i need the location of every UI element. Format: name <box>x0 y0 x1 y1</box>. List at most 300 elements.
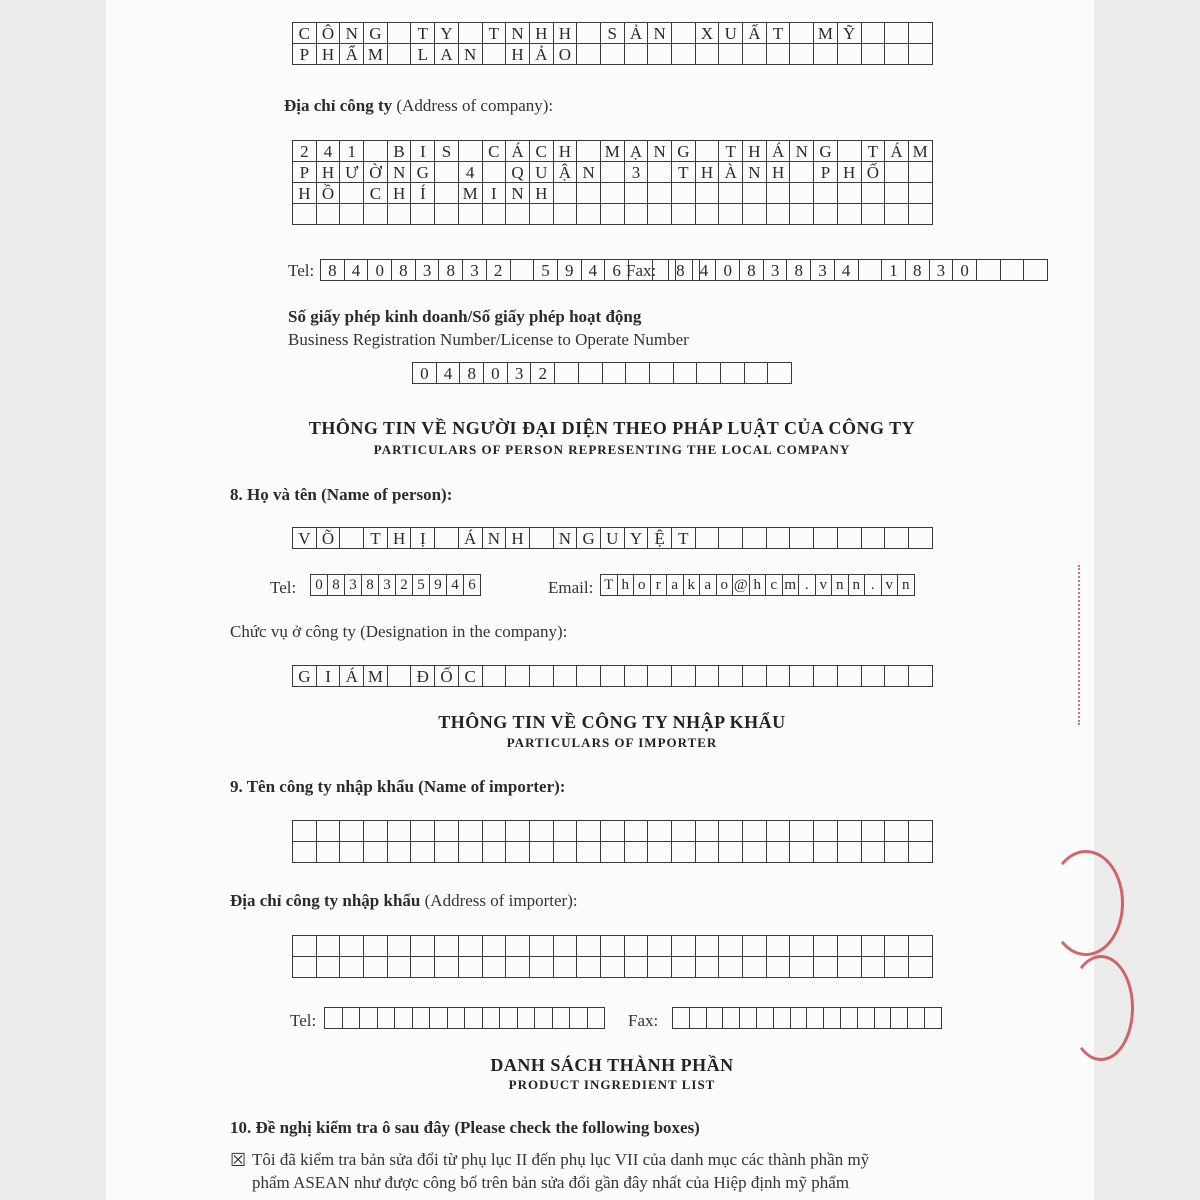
char-box[interactable]: G <box>293 666 317 687</box>
char-box[interactable] <box>317 842 341 863</box>
char-box[interactable]: Ấ <box>743 23 767 44</box>
char-box[interactable]: 4 <box>459 162 483 183</box>
char-box[interactable] <box>603 363 627 384</box>
char-box[interactable] <box>506 821 530 842</box>
char-box[interactable]: T <box>601 575 618 596</box>
char-box[interactable] <box>554 957 578 978</box>
char-box[interactable]: Ố <box>435 666 459 687</box>
char-box[interactable] <box>838 183 862 204</box>
char-box[interactable] <box>570 1008 588 1029</box>
char-box[interactable] <box>554 842 578 863</box>
char-box[interactable] <box>435 528 459 549</box>
char-box[interactable] <box>483 957 507 978</box>
char-box[interactable]: h <box>750 575 767 596</box>
char-box[interactable] <box>790 957 814 978</box>
char-box[interactable] <box>388 936 412 957</box>
char-box[interactable] <box>790 528 814 549</box>
char-box[interactable] <box>530 957 554 978</box>
char-box[interactable] <box>824 1008 841 1029</box>
char-box[interactable] <box>743 957 767 978</box>
char-box[interactable]: Á <box>459 528 483 549</box>
char-box[interactable] <box>511 260 535 281</box>
char-box[interactable] <box>862 23 886 44</box>
char-box[interactable] <box>767 44 791 65</box>
char-box[interactable] <box>483 1008 501 1029</box>
char-box[interactable] <box>743 183 767 204</box>
char-box[interactable] <box>317 936 341 957</box>
char-box[interactable]: G <box>364 23 388 44</box>
char-box[interactable] <box>672 204 696 225</box>
char-box[interactable] <box>340 528 364 549</box>
char-box[interactable]: 3 <box>811 260 835 281</box>
char-box[interactable] <box>743 44 767 65</box>
char-box[interactable]: 3 <box>508 363 532 384</box>
char-box[interactable]: M <box>909 141 933 162</box>
char-box[interactable] <box>862 44 886 65</box>
char-box[interactable]: 8 <box>439 260 463 281</box>
char-box[interactable]: C <box>364 183 388 204</box>
char-box[interactable] <box>838 204 862 225</box>
char-box[interactable] <box>293 821 317 842</box>
char-box[interactable] <box>719 936 743 957</box>
char-box[interactable] <box>388 842 412 863</box>
char-box[interactable] <box>483 842 507 863</box>
char-box[interactable] <box>1001 260 1025 281</box>
char-box[interactable] <box>767 528 791 549</box>
char-box[interactable] <box>862 204 886 225</box>
char-box[interactable] <box>721 363 745 384</box>
char-box[interactable] <box>435 821 459 842</box>
char-box[interactable] <box>625 204 649 225</box>
char-box[interactable]: Ờ <box>364 162 388 183</box>
char-box[interactable]: 0 <box>311 575 328 596</box>
char-box[interactable]: C <box>483 141 507 162</box>
char-box[interactable] <box>719 183 743 204</box>
char-box[interactable]: Y <box>435 23 459 44</box>
char-box[interactable] <box>553 1008 571 1029</box>
char-box[interactable] <box>459 141 483 162</box>
char-box[interactable]: M <box>601 141 625 162</box>
char-box[interactable] <box>625 44 649 65</box>
char-box[interactable]: 3 <box>345 575 362 596</box>
char-box[interactable] <box>364 842 388 863</box>
char-box[interactable] <box>790 936 814 957</box>
char-box[interactable] <box>340 821 364 842</box>
char-box[interactable] <box>435 842 459 863</box>
char-box[interactable] <box>862 957 886 978</box>
char-box[interactable]: 5 <box>534 260 558 281</box>
char-box[interactable] <box>577 183 601 204</box>
char-box[interactable] <box>554 666 578 687</box>
char-box[interactable]: U <box>719 23 743 44</box>
char-box[interactable] <box>577 936 601 957</box>
char-box[interactable]: 8 <box>906 260 930 281</box>
char-box[interactable] <box>577 204 601 225</box>
char-box[interactable] <box>885 44 909 65</box>
char-box[interactable] <box>814 821 838 842</box>
char-box[interactable] <box>626 363 650 384</box>
char-box[interactable] <box>719 957 743 978</box>
char-box[interactable] <box>506 204 530 225</box>
char-box[interactable] <box>577 141 601 162</box>
char-box[interactable] <box>530 528 554 549</box>
char-box[interactable]: I <box>411 141 435 162</box>
char-box[interactable] <box>885 821 909 842</box>
checked-checkbox[interactable]: ☒ <box>230 1150 247 1170</box>
char-box[interactable]: 0 <box>413 363 437 384</box>
char-box[interactable] <box>791 1008 808 1029</box>
char-box[interactable]: Ậ <box>554 162 578 183</box>
char-box[interactable]: M <box>814 23 838 44</box>
char-box[interactable]: c <box>766 575 783 596</box>
char-box[interactable] <box>745 363 769 384</box>
char-box[interactable] <box>459 23 483 44</box>
char-box[interactable] <box>719 666 743 687</box>
char-box[interactable]: T <box>719 141 743 162</box>
char-box[interactable] <box>790 183 814 204</box>
char-box[interactable] <box>388 957 412 978</box>
char-box[interactable] <box>554 204 578 225</box>
char-box[interactable] <box>909 666 933 687</box>
char-box[interactable] <box>885 162 909 183</box>
char-box[interactable] <box>672 957 696 978</box>
char-box[interactable] <box>625 936 649 957</box>
char-box[interactable] <box>719 44 743 65</box>
char-box[interactable] <box>909 44 933 65</box>
char-box[interactable] <box>768 363 792 384</box>
char-box[interactable] <box>696 842 720 863</box>
char-box[interactable]: Á <box>767 141 791 162</box>
char-box[interactable] <box>674 363 698 384</box>
char-box[interactable]: a <box>700 575 717 596</box>
char-box[interactable] <box>577 666 601 687</box>
char-box[interactable]: 4 <box>447 575 464 596</box>
char-box[interactable]: G <box>814 141 838 162</box>
char-box[interactable]: H <box>696 162 720 183</box>
char-box[interactable]: Ư <box>340 162 364 183</box>
char-box[interactable] <box>690 1008 707 1029</box>
char-box[interactable] <box>885 528 909 549</box>
char-box[interactable] <box>317 957 341 978</box>
char-box[interactable] <box>841 1008 858 1029</box>
char-box[interactable] <box>743 528 767 549</box>
char-box[interactable]: r <box>651 575 668 596</box>
char-box[interactable] <box>648 936 672 957</box>
char-box[interactable] <box>723 1008 740 1029</box>
char-box[interactable] <box>814 528 838 549</box>
char-box[interactable] <box>588 1008 606 1029</box>
char-box[interactable]: G <box>577 528 601 549</box>
char-box[interactable] <box>625 666 649 687</box>
char-box[interactable]: P <box>293 44 317 65</box>
char-box[interactable] <box>696 183 720 204</box>
char-box[interactable]: M <box>459 183 483 204</box>
char-box[interactable]: Õ <box>317 528 341 549</box>
char-box[interactable] <box>838 141 862 162</box>
char-box[interactable] <box>459 936 483 957</box>
char-box[interactable] <box>862 936 886 957</box>
char-box[interactable] <box>838 957 862 978</box>
char-box[interactable]: o <box>717 575 734 596</box>
char-box[interactable] <box>696 204 720 225</box>
char-box[interactable] <box>483 821 507 842</box>
char-box[interactable] <box>435 957 459 978</box>
char-box[interactable]: m <box>783 575 800 596</box>
char-box[interactable] <box>767 842 791 863</box>
char-box[interactable] <box>838 821 862 842</box>
char-box[interactable] <box>909 842 933 863</box>
char-box[interactable]: 4 <box>317 141 341 162</box>
char-box[interactable]: P <box>293 162 317 183</box>
char-box[interactable] <box>459 821 483 842</box>
char-box[interactable]: H <box>530 23 554 44</box>
char-box[interactable] <box>767 821 791 842</box>
char-box[interactable]: Q <box>506 162 530 183</box>
char-box[interactable] <box>648 183 672 204</box>
char-box[interactable]: N <box>506 23 530 44</box>
char-box[interactable] <box>885 204 909 225</box>
char-box[interactable] <box>411 842 435 863</box>
char-box[interactable]: Ả <box>625 23 649 44</box>
char-box[interactable]: 0 <box>368 260 392 281</box>
char-box[interactable] <box>601 666 625 687</box>
char-box[interactable] <box>577 957 601 978</box>
char-box[interactable] <box>707 1008 724 1029</box>
char-box[interactable]: C <box>459 666 483 687</box>
char-box[interactable]: C <box>530 141 554 162</box>
char-box[interactable]: C <box>293 23 317 44</box>
char-box[interactable]: 1 <box>882 260 906 281</box>
char-box[interactable]: L <box>411 44 435 65</box>
char-box[interactable] <box>862 842 886 863</box>
char-box[interactable]: Ố <box>862 162 886 183</box>
char-box[interactable] <box>465 1008 483 1029</box>
char-box[interactable]: Í <box>411 183 435 204</box>
char-box[interactable]: T <box>364 528 388 549</box>
char-box[interactable] <box>625 842 649 863</box>
char-box[interactable] <box>388 204 412 225</box>
char-box[interactable] <box>696 936 720 957</box>
char-box[interactable] <box>411 957 435 978</box>
char-box[interactable]: 4 <box>345 260 369 281</box>
char-box[interactable] <box>838 842 862 863</box>
char-box[interactable] <box>743 666 767 687</box>
char-box[interactable]: H <box>317 44 341 65</box>
char-box[interactable] <box>601 204 625 225</box>
char-box[interactable]: Đ <box>411 666 435 687</box>
char-box[interactable] <box>413 1008 431 1029</box>
char-box[interactable] <box>483 666 507 687</box>
char-box[interactable] <box>790 821 814 842</box>
char-box[interactable]: 0 <box>484 363 508 384</box>
char-box[interactable]: A <box>435 44 459 65</box>
char-box[interactable] <box>648 666 672 687</box>
char-box[interactable]: N <box>648 141 672 162</box>
char-box[interactable]: U <box>530 162 554 183</box>
char-box[interactable] <box>814 204 838 225</box>
char-box[interactable] <box>506 936 530 957</box>
char-box[interactable] <box>885 23 909 44</box>
char-box[interactable]: 3 <box>416 260 440 281</box>
char-box[interactable] <box>743 842 767 863</box>
char-box[interactable] <box>648 842 672 863</box>
char-box[interactable]: 8 <box>669 260 693 281</box>
char-box[interactable] <box>814 957 838 978</box>
char-box[interactable] <box>459 204 483 225</box>
char-box[interactable] <box>862 821 886 842</box>
char-box[interactable] <box>317 821 341 842</box>
char-box[interactable]: U <box>601 528 625 549</box>
char-box[interactable] <box>506 666 530 687</box>
char-box[interactable] <box>885 183 909 204</box>
char-box[interactable] <box>601 842 625 863</box>
char-box[interactable] <box>908 1008 925 1029</box>
char-box[interactable]: S <box>435 141 459 162</box>
char-box[interactable] <box>340 842 364 863</box>
char-box[interactable] <box>774 1008 791 1029</box>
char-box[interactable]: 9 <box>558 260 582 281</box>
char-box[interactable] <box>435 204 459 225</box>
char-box[interactable] <box>483 162 507 183</box>
char-box[interactable] <box>740 1008 757 1029</box>
char-box[interactable] <box>317 204 341 225</box>
char-box[interactable] <box>859 260 883 281</box>
char-box[interactable]: 8 <box>740 260 764 281</box>
char-box[interactable] <box>340 936 364 957</box>
char-box[interactable]: 8 <box>362 575 379 596</box>
char-box[interactable] <box>767 204 791 225</box>
char-box[interactable] <box>790 204 814 225</box>
char-box[interactable] <box>340 204 364 225</box>
char-box[interactable]: M <box>364 666 388 687</box>
char-box[interactable] <box>650 363 674 384</box>
char-box[interactable]: H <box>838 162 862 183</box>
char-box[interactable] <box>411 204 435 225</box>
char-box[interactable] <box>814 666 838 687</box>
char-box[interactable]: 2 <box>396 575 413 596</box>
char-box[interactable] <box>648 44 672 65</box>
char-box[interactable] <box>672 666 696 687</box>
char-box[interactable] <box>672 936 696 957</box>
char-box[interactable]: T <box>862 141 886 162</box>
char-box[interactable]: T <box>483 23 507 44</box>
char-box[interactable] <box>293 957 317 978</box>
char-box[interactable] <box>790 842 814 863</box>
char-box[interactable] <box>838 666 862 687</box>
char-box[interactable] <box>293 204 317 225</box>
char-box[interactable]: X <box>696 23 720 44</box>
char-box[interactable]: n <box>832 575 849 596</box>
char-box[interactable]: n <box>898 575 915 596</box>
char-box[interactable] <box>554 183 578 204</box>
char-box[interactable]: h <box>618 575 635 596</box>
char-box[interactable] <box>364 957 388 978</box>
char-box[interactable] <box>435 936 459 957</box>
char-box[interactable]: 9 <box>430 575 447 596</box>
char-box[interactable]: H <box>554 23 578 44</box>
char-box[interactable] <box>885 936 909 957</box>
char-box[interactable] <box>601 936 625 957</box>
char-box[interactable] <box>388 666 412 687</box>
char-box[interactable] <box>506 957 530 978</box>
char-box[interactable] <box>790 666 814 687</box>
char-box[interactable]: 4 <box>582 260 606 281</box>
char-box[interactable] <box>909 821 933 842</box>
char-box[interactable] <box>719 204 743 225</box>
char-box[interactable] <box>535 1008 553 1029</box>
char-box[interactable] <box>790 162 814 183</box>
char-box[interactable]: N <box>790 141 814 162</box>
char-box[interactable] <box>579 363 603 384</box>
char-box[interactable] <box>790 44 814 65</box>
char-box[interactable]: Ả <box>530 44 554 65</box>
char-box[interactable]: 4 <box>835 260 859 281</box>
char-box[interactable] <box>648 204 672 225</box>
char-box[interactable] <box>601 44 625 65</box>
char-box[interactable]: N <box>506 183 530 204</box>
char-box[interactable]: H <box>317 162 341 183</box>
char-box[interactable] <box>673 1008 690 1029</box>
char-box[interactable]: T <box>672 528 696 549</box>
char-box[interactable] <box>909 936 933 957</box>
char-box[interactable]: Á <box>885 141 909 162</box>
char-box[interactable] <box>909 204 933 225</box>
char-box[interactable] <box>838 44 862 65</box>
char-box[interactable] <box>838 528 862 549</box>
char-box[interactable] <box>293 842 317 863</box>
char-box[interactable] <box>577 821 601 842</box>
char-box[interactable]: Ị <box>411 528 435 549</box>
char-box[interactable] <box>696 44 720 65</box>
char-box[interactable]: Á <box>506 141 530 162</box>
char-box[interactable] <box>395 1008 413 1029</box>
char-box[interactable] <box>767 936 791 957</box>
char-box[interactable] <box>625 821 649 842</box>
char-box[interactable] <box>435 162 459 183</box>
char-box[interactable]: a <box>667 575 684 596</box>
char-box[interactable] <box>388 23 412 44</box>
char-box[interactable]: v <box>816 575 833 596</box>
char-box[interactable] <box>343 1008 361 1029</box>
char-box[interactable] <box>696 821 720 842</box>
char-box[interactable] <box>672 821 696 842</box>
char-box[interactable] <box>862 666 886 687</box>
char-box[interactable] <box>757 1008 774 1029</box>
char-box[interactable] <box>696 666 720 687</box>
char-box[interactable] <box>554 821 578 842</box>
char-box[interactable] <box>814 936 838 957</box>
char-box[interactable] <box>885 842 909 863</box>
char-box[interactable] <box>430 1008 448 1029</box>
char-box[interactable]: 2 <box>531 363 555 384</box>
char-box[interactable] <box>909 162 933 183</box>
char-box[interactable]: 2 <box>487 260 511 281</box>
char-box[interactable] <box>814 183 838 204</box>
char-box[interactable]: 3 <box>379 575 396 596</box>
char-box[interactable]: N <box>648 23 672 44</box>
char-box[interactable] <box>909 957 933 978</box>
char-box[interactable]: 6 <box>464 575 481 596</box>
char-box[interactable]: N <box>577 162 601 183</box>
char-box[interactable] <box>743 204 767 225</box>
char-box[interactable] <box>625 957 649 978</box>
char-box[interactable]: Ỹ <box>838 23 862 44</box>
char-box[interactable]: Ô <box>317 23 341 44</box>
char-box[interactable] <box>364 141 388 162</box>
char-box[interactable] <box>340 957 364 978</box>
char-box[interactable]: . <box>865 575 882 596</box>
char-box[interactable]: Ẩ <box>340 44 364 65</box>
